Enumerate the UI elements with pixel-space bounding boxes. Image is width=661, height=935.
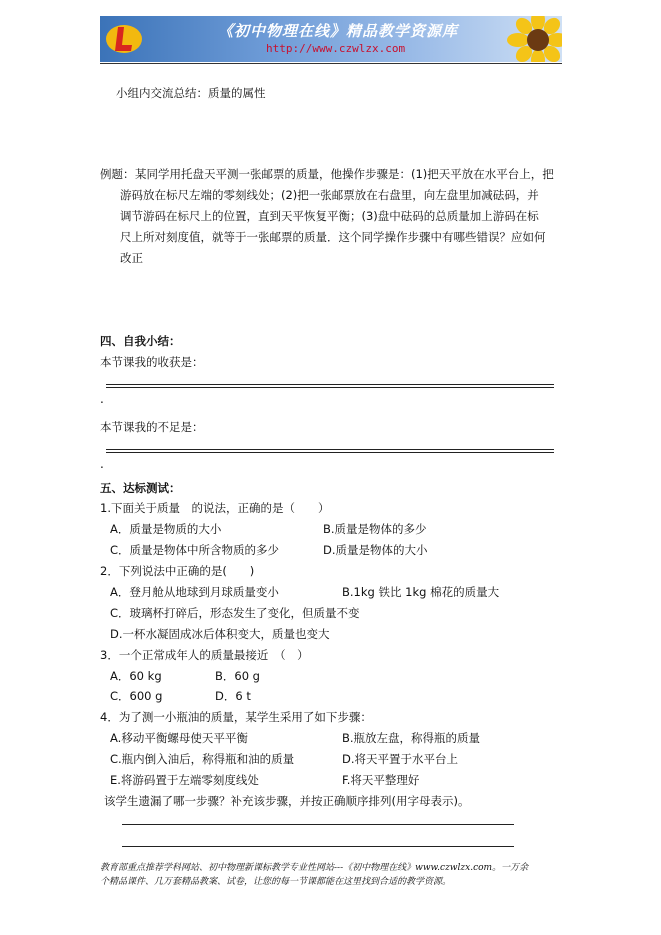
example-label: 例题： [100,167,135,181]
footer-line-1: 教育部重点推荐学科网站、初中物理新课标教学专业性网站---《初中物理在线》www.czwlzx.com。一万余 [100,863,529,873]
example-line-1: 某同学用托盘天平测一张邮票的质量，他操作步骤是：(1)把天平放在水平台上，把 [135,167,554,181]
q3-option-b: B．60 g [215,669,260,683]
q4-answer-line-1[interactable] [122,824,514,825]
q1-stem: 1.下面关于质量 的说法，正确的是（ ） [100,501,330,515]
header-banner [100,16,562,62]
q1-option-c: C．质量是物体中所含物质的多少 [110,543,280,557]
q4-step-a: A.移动平衡螺母使天平平衡 [110,731,248,745]
q3-option-d: D．6 t [215,689,251,703]
site-logo-icon [104,21,144,57]
q2-option-a: A．登月舱从地球到月球质量变小 [110,585,279,599]
gain-answer-line[interactable] [106,384,554,388]
q1-option-d: D.质量是物体的大小 [323,543,428,557]
q2-option-d: D.一杯水凝固成冰后体积变大，质量也变大 [110,627,330,641]
q4-answer-line-2[interactable] [122,846,514,847]
q4-stem: 4．为了测一小瓶油的质量，某学生采用了如下步骤： [100,710,372,724]
q1-option-b: B.质量是物体的多少 [323,522,427,536]
site-url[interactable]: http://www.czwlzx.com [266,42,406,55]
q3-stem: 3．一个正常成年人的质量最接近 （ ） [100,648,309,662]
sunflower-icon [506,16,562,62]
q4-step-c: C.瓶内倒入油后，称得瓶和油的质量 [110,752,295,766]
gain-label: 本节课我的收获是： [100,355,204,369]
lack-dot: . [100,457,104,471]
q4-step-e: E.将游码置于左端零刻度线处 [110,773,259,787]
group-summary: 小组内交流总结：质量的属性 [116,86,266,100]
footer-line-2: 个精品课件、几万套精品教案、试卷，让您的每一节课都能在这里找到合适的教学资源。 [100,877,452,887]
q3-option-a: A．60 kg [110,669,162,683]
q4-step-f: F.将天平整理好 [342,773,420,787]
example-line-2: 游码放在标尺左端的零刻线处；(2)把一张邮票放在右盘里，向左盘里加减砝码，并 [120,188,539,202]
q4-step-b: B.瓶放左盘，称得瓶的质量 [342,731,481,745]
lack-label: 本节课我的不足是： [100,420,204,434]
q1-option-a: A．质量是物质的大小 [110,522,222,536]
q2-stem: 2．下列说法中正确的是( ) [100,564,255,578]
q2-option-b: B.1kg 铁比 1kg 棉花的质量大 [342,585,500,599]
q4-question: 该学生遗漏了哪一步骤？补充该步骤，并按正确顺序排列(用字母表示)。 [104,794,470,808]
gain-dot: . [100,392,104,406]
q2-option-c: C．玻璃杯打碎后，形态发生了变化，但质量不变 [110,606,360,620]
site-title: 《初中物理在线》精品教学资源库 [218,22,459,40]
example-line-3: 调节游码在标尺上的位置，直到天平恢复平衡；(3)盘中砝码的总质量加上游码在标 [120,209,539,223]
section5-heading: 五、达标测试： [100,481,181,495]
section4-heading: 四、自我小结： [100,334,181,348]
q4-step-d: D.将天平置于水平台上 [342,752,459,766]
example-line-4: 尺上所对刻度值，就等于一张邮票的质量．这个同学操作步骤中有哪些错误？应如何 [120,230,546,244]
example-line-5: 改正 [120,251,143,265]
header-divider [100,63,562,64]
lack-answer-line[interactable] [106,449,554,453]
q3-option-c: C．600 g [110,689,163,703]
